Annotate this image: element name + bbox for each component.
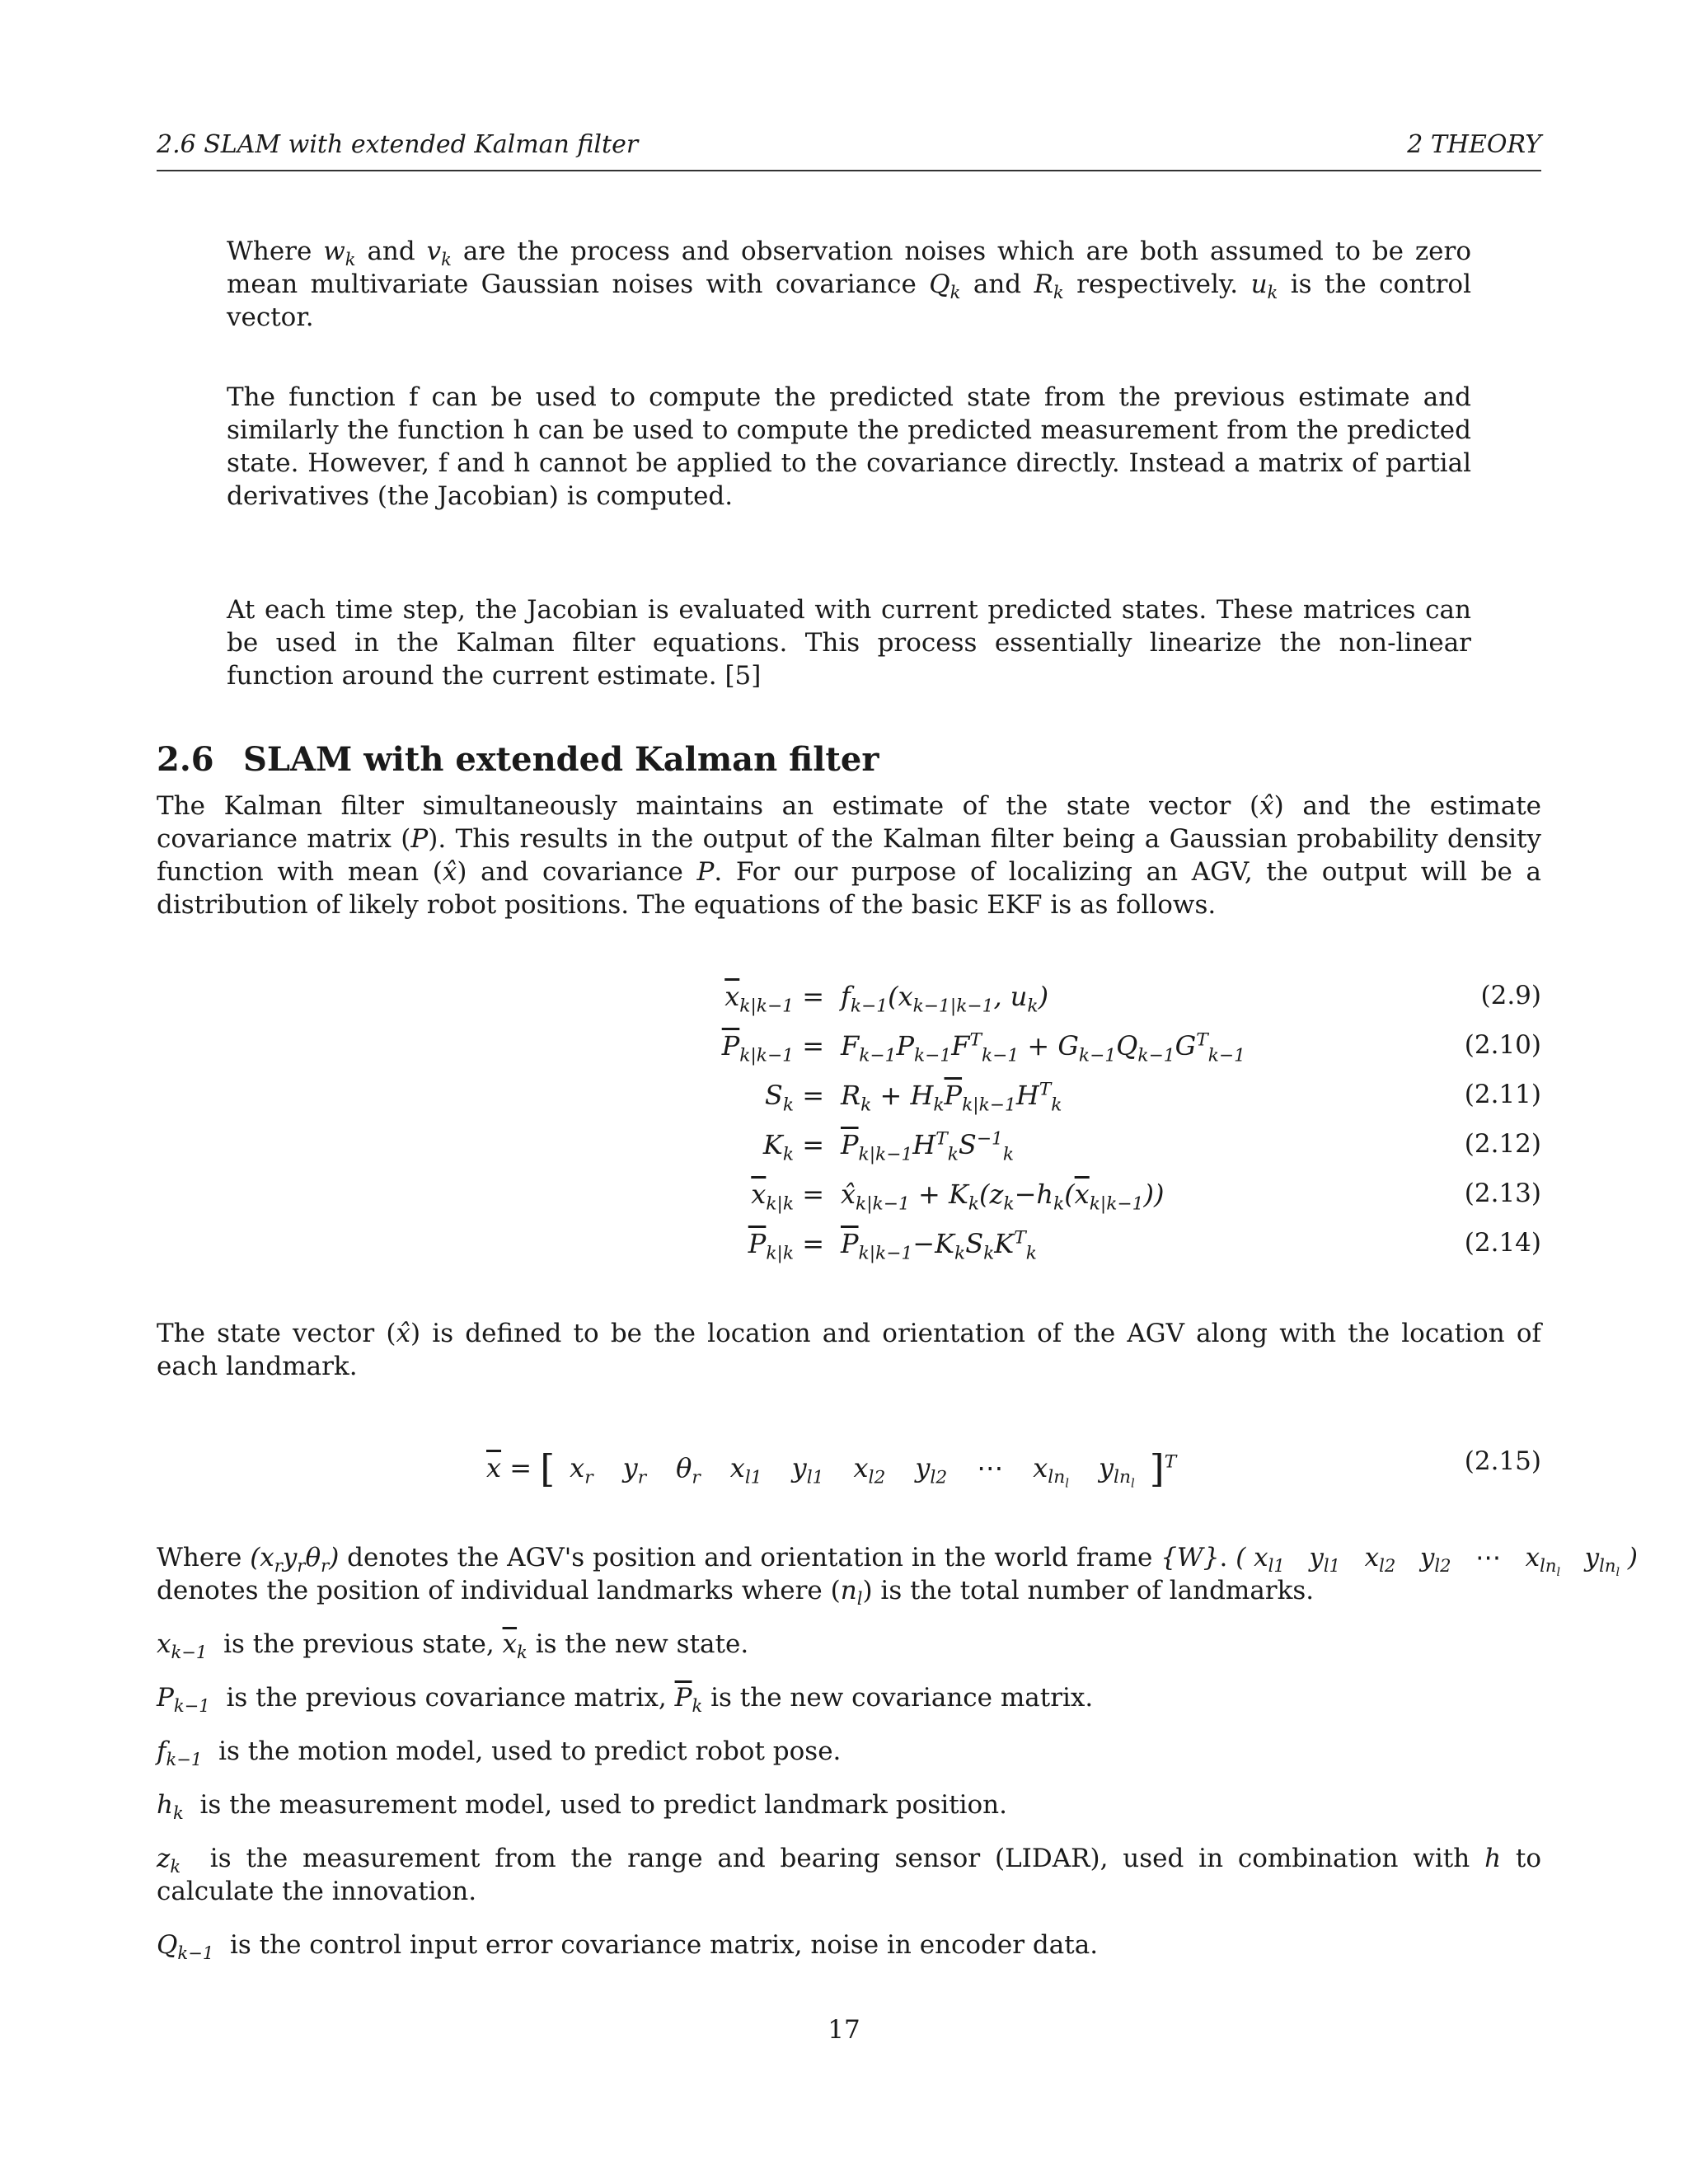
equation-number: (2.9)	[1480, 981, 1541, 1010]
header-chapter-title: 2 THEORY	[1407, 130, 1541, 159]
math-qk: $Q_k$	[929, 269, 961, 303]
text-segment: is the motion model, used to predict robot pose.	[218, 1736, 842, 1766]
math-symbol: h	[1484, 1844, 1502, 1873]
math-wk: $w_k$	[323, 237, 356, 270]
paragraph-state-vector: The state vector (x̂) is defined to be the location and orientation of the AGV along with the location of each landmark.	[157, 1319, 1541, 1381]
text-segment: Where	[227, 237, 312, 266]
equation-row	[157, 981, 1541, 1022]
equation-number: (2.11)	[1464, 1080, 1541, 1109]
math-symbol: $P_{k-1}$	[157, 1683, 210, 1717]
definition-measurement-model	[157, 1788, 1541, 1824]
math-symbol: $x_{k-1}$	[157, 1629, 208, 1663]
running-header	[157, 130, 1541, 171]
definition-measurement	[157, 1842, 1541, 1908]
text-segment: and	[973, 269, 1022, 299]
math-symbol: $\overline{P}_k$	[674, 1683, 703, 1717]
equation-lhs: $S_k$ =	[764, 1080, 824, 1116]
text-segment: is defined to be the location and orientation of the AGV along with the location of each landmark.	[157, 1319, 1541, 1381]
text-segment: denotes the position of individual landmarks where	[157, 1576, 823, 1605]
text-segment: . For our purpose of localizing an AGV, the output will be a distribution of likely robot positions. The equations of the basic EKF is as follows.	[157, 857, 1541, 920]
equation-number: (2.12)	[1464, 1129, 1541, 1159]
section-number: 2.6	[157, 740, 214, 779]
definition-motion-model	[157, 1735, 1541, 1768]
definition-covariance	[157, 1681, 1541, 1717]
equation-rhs: $f_{k-1}(x_{k-1|k-1}$, $u_k$)	[841, 981, 1049, 1017]
text-segment: Where	[157, 1543, 242, 1572]
text-segment: . This results in the output of the Kalman filter being a Gaussian probability density function with mean	[157, 824, 1541, 887]
text-segment: and covariance	[481, 857, 683, 887]
equation-rhs: $R_k + H_k\overline{P}_{k|k-1}H^T_k$	[841, 1079, 1062, 1116]
math-symbol: $z_k$	[157, 1844, 181, 1877]
text-segment: denotes the AGV's position and orientation in the world frame	[347, 1543, 1153, 1572]
math-rk: $R_k$	[1034, 269, 1064, 303]
equation-row	[157, 1179, 1541, 1220]
math-symbol: $h_k$	[157, 1790, 184, 1824]
math-robot-pose: $(x_ry_r\theta_r)$	[250, 1543, 340, 1577]
state-vector-equation	[157, 1446, 1541, 1496]
equation-row	[157, 1228, 1541, 1269]
equation-number: (2.15)	[1464, 1446, 1541, 1476]
text-segment: The Kalman filter simultaneously maintains an estimate of the state vector	[157, 791, 1231, 821]
text-segment: to calculate the innovation.	[157, 1844, 1542, 1906]
math-nl: $n_l$	[840, 1576, 863, 1610]
equation-row	[157, 1129, 1541, 1170]
text-segment: The state vector	[157, 1319, 375, 1348]
text-segment: is the total number of landmarks.	[880, 1576, 1315, 1605]
section-title-text: SLAM with extended Kalman filter	[243, 740, 879, 779]
math-xhat: x̂	[1259, 791, 1274, 821]
math-symbol: $Q_{k-1}$	[157, 1930, 214, 1964]
equation-row	[157, 1080, 1541, 1121]
math-symbol: $\overline{x}_k$	[502, 1629, 528, 1663]
equation-lhs: $\overline{P}_{k|k}$ =	[748, 1228, 824, 1264]
math-landmark-vector: ( $x_{l1}$ $y_{l1}$ $x_{l2}$ $y_{l2}$ ⋯ $x_{ln_l}$ $y_{ln_l}$ )	[1236, 1543, 1638, 1580]
text-segment: is the new covariance matrix.	[710, 1683, 1094, 1713]
math-vk: $v_k$	[426, 237, 452, 270]
math-symbol: $f_{k-1}$	[157, 1736, 203, 1770]
equation-rhs: $\overline{P}_{k|k-1}-K_kS_kK^T_k$	[841, 1227, 1037, 1264]
equation-number: (2.13)	[1464, 1179, 1541, 1208]
text-segment: is the control vector.	[227, 269, 1472, 332]
text-segment: is the measurement model, used to predict landmark position.	[199, 1790, 1007, 1820]
equation-body: $\overline{x}$ = [ $x_r$ $y_r$ $\theta_r$ $x_{l1}$ $y_{l1}$ $x_{l2}$ $y_{l2}$ ⋯ $x_{ln_l}y_{ln_l}$ ]$^T$	[486, 1446, 1177, 1491]
math-world-frame: {W}	[1160, 1543, 1220, 1572]
text-segment: are the process and observation noises which are both assumed to be zero mean multivariate Gaussian noises with covariance	[227, 237, 1471, 299]
math-p: P	[410, 824, 429, 854]
paragraph-jacobian-intro: The function f can be used to compute the predicted state from the previous estimate and similarly the function h can be used to compute the predicted measurement from the predicted state. However, f and h cannot be applied to the covariance directly. Instead a matrix of partial derivatives (the Jacobian) is computed.	[227, 382, 1471, 511]
paragraph-noise-definition	[227, 235, 1471, 334]
text-segment: is the measurement from the range and bearing sensor (LIDAR), used in combination with	[209, 1844, 1470, 1873]
equation-number: (2.14)	[1464, 1228, 1541, 1258]
header-section-title: 2.6 SLAM with extended Kalman filter	[157, 130, 639, 159]
text-segment: and the estimate covariance matrix	[157, 791, 1542, 854]
equation-row	[157, 1030, 1541, 1071]
math-uk: $u_k$	[1250, 269, 1278, 303]
paragraph-kalman-overview: The Kalman filter simultaneously maintains an estimate of the state vector (x̂) and the estimate covariance matrix (P). This results in the output of the Kalman filter being a Gaussian probability density function with mean (x̂) and covariance P. For our purpose of localizing an AGV, the output will be a distribution of likely robot positions. The equations of the basic EKF is as follows.	[157, 791, 1542, 920]
math-xhat: x̂	[442, 857, 457, 887]
text-segment: is the control input error covariance matrix, noise in encoder data.	[230, 1930, 1099, 1960]
definition-previous-state	[157, 1628, 1541, 1661]
equation-lhs: $\overline{x}_{k|k-1}$ =	[724, 981, 824, 1017]
equation-lhs: $\overline{P}_{k|k-1}$ =	[721, 1030, 824, 1066]
math-p: P	[696, 857, 715, 887]
text-segment: and	[367, 237, 415, 266]
paragraph-landmark-definition: Where $(x_ry_r\theta_r)$ denotes the AGV's position and orientation in the world frame {W}. ( $x_{l1}$ $y_{l1}$ $x_{l2}$ $y_{l2}$ ⋯ $x_{ln_l}$ $y_{ln_l}$ ) denotes the position of individual landmarks where $(n_l)$ is the total number of landmarks.	[157, 1543, 1638, 1610]
equation-number: (2.10)	[1464, 1030, 1541, 1060]
equation-lhs: $K_k$ =	[762, 1129, 824, 1165]
equation-rhs: $\overline{P}_{k|k-1}H^T_kS^{-1}_k$	[841, 1128, 1015, 1165]
page-number: 17	[828, 2015, 860, 2045]
text-segment: is the previous covariance matrix,	[226, 1683, 667, 1713]
text-segment: is the new state.	[535, 1629, 749, 1659]
math-xhat: x̂	[396, 1319, 410, 1348]
paragraph-jacobian-evaluation: At each time step, the Jacobian is evaluated with current predicted states. These matrices can be used in the Kalman filter equations. This process essentially linearize the non-linear function around the current estimate. [5]	[227, 595, 1471, 691]
text-segment: is the previous state,	[223, 1629, 495, 1659]
equation-lhs: $\overline{x}_{k|k}$ =	[751, 1179, 824, 1215]
equation-rhs: $x̂_{k|k-1} + K_k(z_k-h_k(\overline{x}_{k|k-1}))$	[841, 1179, 1165, 1215]
definition-control-noise	[157, 1929, 1541, 1964]
equation-rhs: $F_{k-1}P_{k-1}F^T_{k-1} + G_{k-1}Q_{k-1}G^T_{k-1}$	[841, 1029, 1245, 1066]
text-segment: respectively.	[1076, 269, 1239, 299]
section-heading	[157, 740, 879, 779]
